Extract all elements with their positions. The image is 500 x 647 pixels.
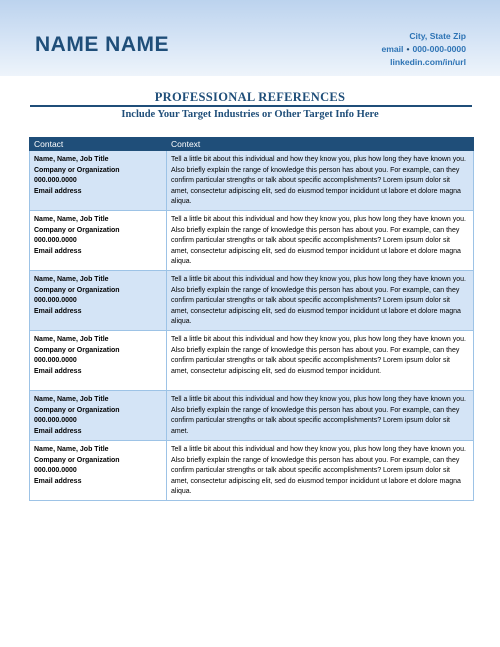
contact-cell (30, 271, 167, 331)
table-row (30, 271, 474, 331)
reference-phone: 000.000.0000 (34, 177, 77, 184)
email-phone-line (381, 43, 466, 56)
document-title: PROFESSIONAL REFERENCES (154, 90, 346, 104)
reference-name-title: Name, Name, Job Title (34, 446, 109, 453)
reference-email: Email address (34, 477, 82, 485)
table-row (30, 211, 474, 271)
table-row (30, 391, 474, 441)
table-row (30, 151, 474, 211)
contact-cell (30, 441, 167, 501)
contact-cell (30, 151, 167, 211)
title-divider (30, 105, 472, 107)
reference-email: Email address (34, 307, 82, 315)
reference-name-title: Name, Name, Job Title (34, 336, 109, 343)
reference-name-title: Name, Name, Job Title (34, 216, 109, 223)
document-subtitle: Include Your Target Industries or Other Target Info Here (121, 109, 379, 120)
reference-phone: 000.000.0000 (34, 467, 77, 474)
context-cell: Tell a little bit about this individual and how they know you, plus how long they have known you. Also briefly explain the range of knowledge this person has about you. For example, can they confirm particular strengths or talk about specific accomplishments? Lorem ipsum dolor sit amet, consectetur adipiscing elit, sed do eiusmod tempor incididunt ut labore et dolore magna aliqua. (167, 151, 474, 211)
reference-company: Company or Organization (34, 456, 120, 464)
table-header-row (30, 138, 474, 151)
reference-phone: 000.000.0000 (34, 237, 77, 244)
reference-company: Company or Organization (34, 166, 120, 174)
table-row (30, 441, 474, 501)
reference-phone: 000.000.0000 (34, 297, 77, 304)
email-label: email (381, 44, 404, 54)
reference-company: Company or Organization (34, 406, 120, 414)
table-row (30, 331, 474, 391)
context-cell: Tell a little bit about this individual and how they know you, plus how long they have known you. Also briefly explain the range of knowledge this person has about you. For example, can they confirm particular strengths or talk about specific accomplishments? Lorem ipsum dolor sit amet, consectetur adipiscing elit, sed do eiusmod tempor incididunt ut labore et dolore magna aliqua. (167, 211, 474, 271)
city-state-zip: City, State Zip (409, 31, 466, 41)
bullet-separator: • (406, 44, 410, 54)
reference-email: Email address (34, 367, 82, 375)
contact-info (381, 30, 466, 69)
context-cell: Tell a little bit about this individual and how they know you, plus how long they have known you. Also briefly explain the range of knowledge this person has about you. For example, can they confirm particular strengths or talk about specific accomplishments? Lorem ipsum dolor sit amet. (167, 391, 474, 441)
reference-phone: 000.000.0000 (34, 417, 77, 424)
phone-number: 000-000-0000 (412, 44, 466, 54)
reference-phone: 000.000.0000 (34, 357, 77, 364)
reference-name-title: Name, Name, Job Title (34, 276, 109, 283)
reference-email: Email address (34, 187, 82, 195)
reference-name-title: Name, Name, Job Title (34, 156, 109, 163)
contact-cell (30, 331, 167, 391)
reference-email: Email address (34, 247, 82, 255)
contact-cell (30, 211, 167, 271)
column-header-context: Context (167, 138, 474, 151)
reference-company: Company or Organization (34, 346, 120, 354)
context-cell: Tell a little bit about this individual and how they know you, plus how long they have known you. Also briefly explain the range of knowledge this person has about you. For example, can they confirm particular strengths or talk about specific accomplishments? Lorem ipsum dolor sit amet, consectetur adipiscing elit, sed do eiusmod tempor incididunt ut labore et dolore magna aliqua. (167, 441, 474, 501)
reference-company: Company or Organization (34, 226, 120, 234)
reference-company: Company or Organization (34, 286, 120, 294)
candidate-name: NAME NAME (35, 33, 169, 56)
context-cell: Tell a little bit about this individual and how they know you, plus how long they have known you. Also briefly explain the range of knowledge this person has about you. For example, can they confirm particular strengths or talk about specific accomplishments? Lorem ipsum dolor sit amet, consectetur adipiscing elit, sed do eiusmod tempor incididunt. (167, 331, 474, 391)
reference-email: Email address (34, 427, 82, 435)
column-header-contact: Contact (30, 138, 167, 151)
reference-name-title: Name, Name, Job Title (34, 396, 109, 403)
references-table (29, 137, 474, 501)
context-cell: Tell a little bit about this individual and how they know you, plus how long they have known you. Also briefly explain the range of knowledge this person has about you. For example, can they confirm particular strengths or talk about specific accomplishments? Lorem ipsum dolor sit amet, consectetur adipiscing elit, sed do eiusmod tempor incididunt ut labore et dolore magna aliqua. (167, 271, 474, 331)
linkedin-url: linkedin.com/in/url (390, 57, 466, 67)
contact-cell (30, 391, 167, 441)
